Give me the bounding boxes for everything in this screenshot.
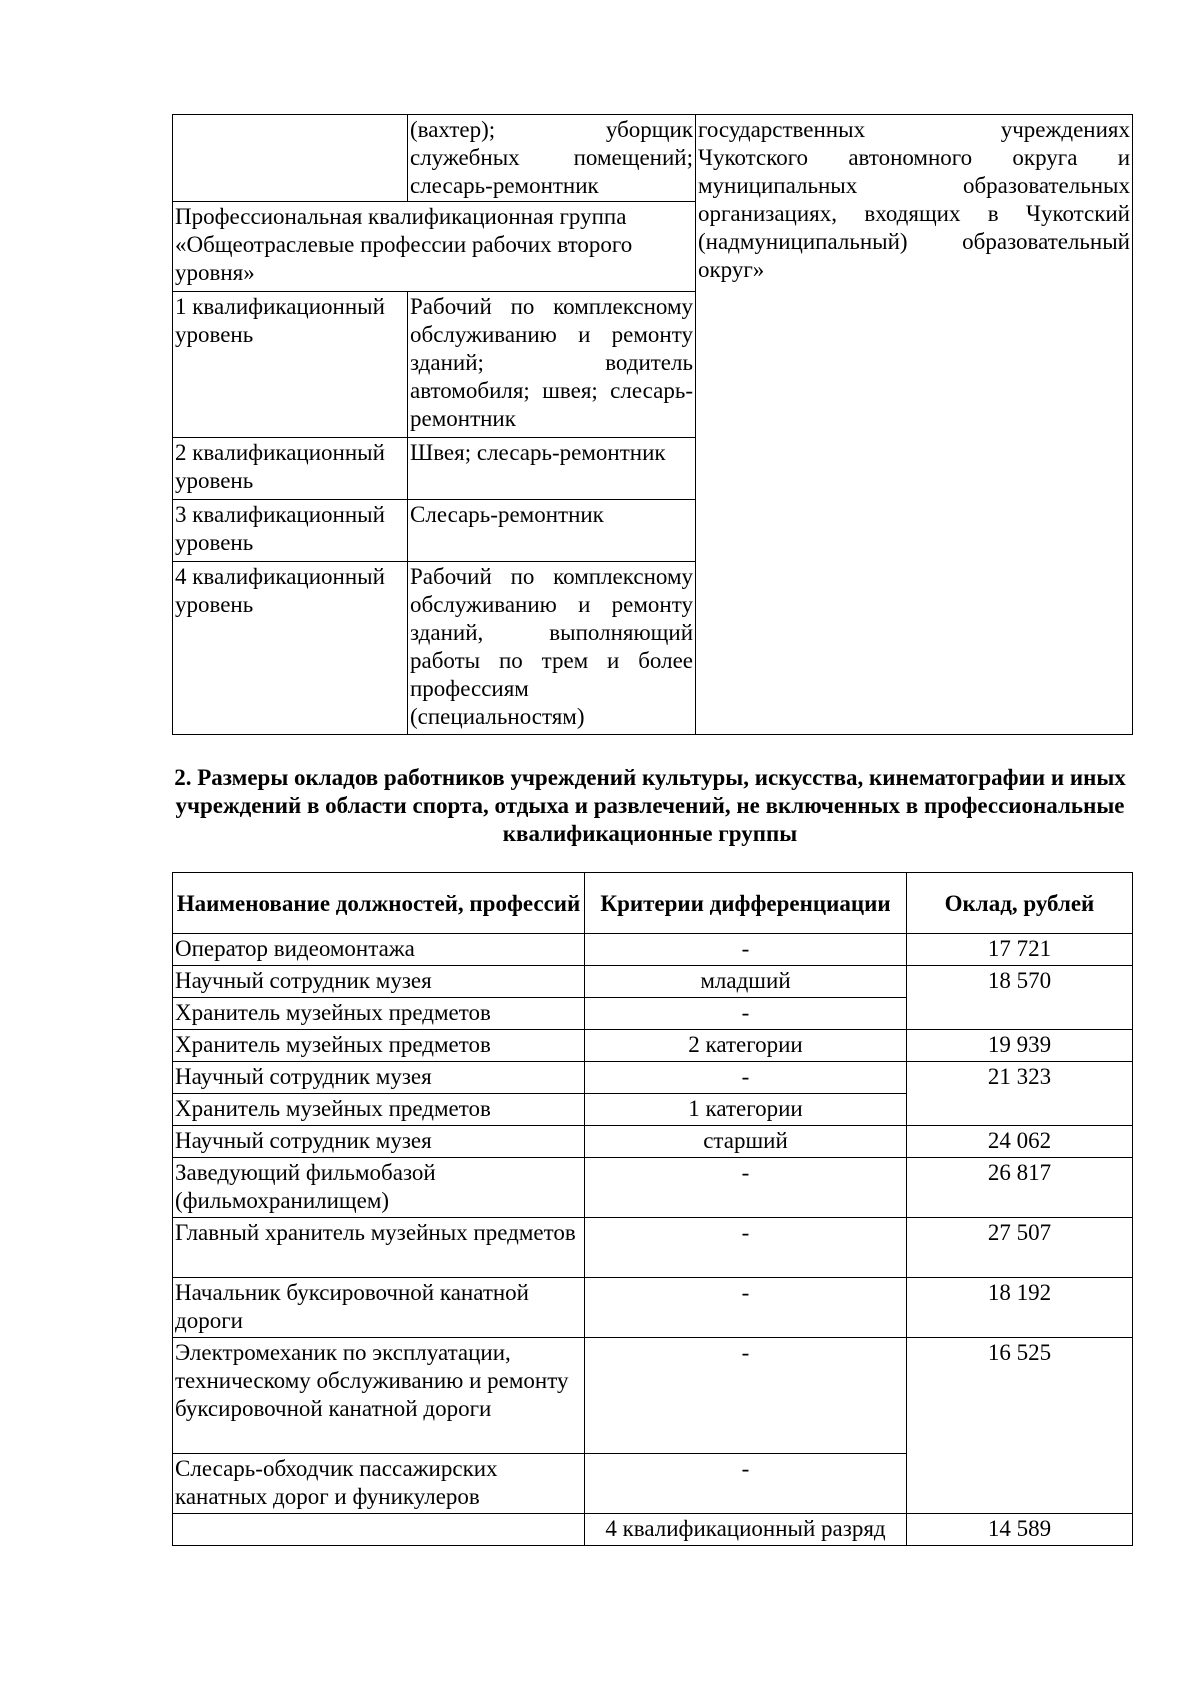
criteria: -	[585, 998, 907, 1030]
cell-line: муниципальных образовательных	[698, 173, 1130, 198]
table-row	[173, 1030, 1133, 1062]
position-name: Хранитель музейных предметов	[173, 1094, 585, 1126]
group-title-cell: Профессиональная квалификационная группа «Общеотраслевые профессии рабочих второго уровня»	[173, 202, 696, 292]
position-name	[173, 1514, 585, 1546]
section-heading: 2. Размеры окладов работников учреждений культуры, искусства, кинематографии и иных учреждений в области спорта, отдыха и развлечений, не включенных в профессиональные квалификационные группы	[174, 765, 1126, 846]
position-name: Слесарь-обходчик пассажирских канатных дорог и фуникулеров	[173, 1454, 585, 1514]
position-name: Научный сотрудник музея	[173, 1062, 585, 1094]
criteria: старший	[585, 1126, 907, 1158]
table-row	[173, 934, 1133, 966]
level-cell: 1 квалификационный уровень	[173, 292, 408, 438]
salary: 18 192	[907, 1278, 1133, 1338]
positions-cell: Рабочий по комплексному обслуживанию и ремонту зданий, выполняющий работы по трем и более профессиям (специальностям)	[408, 562, 696, 735]
header-criteria: Критерии дифференциации	[585, 873, 907, 934]
table-row	[173, 1158, 1133, 1218]
table-cell	[408, 115, 696, 202]
table-row	[173, 1514, 1133, 1546]
salary-table	[172, 872, 1133, 1546]
cell-line: (вахтер); уборщик	[410, 117, 693, 142]
table-cell	[173, 115, 408, 202]
criteria: -	[585, 1158, 907, 1218]
table-row	[173, 1278, 1133, 1338]
criteria: младший	[585, 966, 907, 998]
header-name: Наименование должностей, профессий	[173, 873, 585, 934]
position-name: Электромеханик по эксплуатации, техническому обслуживанию и ремонту буксировочной канатной дороги	[173, 1338, 585, 1454]
criteria: -	[585, 1338, 907, 1454]
criteria: -	[585, 934, 907, 966]
criteria: 2 категории	[585, 1030, 907, 1062]
criteria: -	[585, 1278, 907, 1338]
table-cell	[696, 115, 1133, 735]
criteria: -	[585, 1454, 907, 1514]
position-name: Заведующий фильмобазой (фильмохранилищем)	[173, 1158, 585, 1218]
positions-cell: Слесарь-ремонтник	[408, 500, 696, 562]
salary: 19 939	[907, 1030, 1133, 1062]
cell-line: слесарь-ремонтник	[410, 173, 599, 198]
qualification-groups-table	[172, 114, 1133, 735]
position-name: Главный хранитель музейных предметов	[173, 1218, 585, 1278]
salary: 27 507	[907, 1218, 1133, 1278]
table-row	[173, 1218, 1133, 1278]
table-header-row	[173, 873, 1133, 934]
position-name: Хранитель музейных предметов	[173, 1030, 585, 1062]
salary: 24 062	[907, 1126, 1133, 1158]
positions-cell: Швея; слесарь-ремонтник	[408, 438, 696, 500]
salary: 18 570	[907, 966, 1133, 1030]
table-row	[173, 966, 1133, 998]
level-cell: 2 квалификационный уровень	[173, 438, 408, 500]
criteria: -	[585, 1062, 907, 1094]
salary: 14 589	[907, 1514, 1133, 1546]
table-row	[173, 1126, 1133, 1158]
cell-line: (надмуниципальный) образовательный	[698, 229, 1130, 254]
positions-cell: Рабочий по комплексному обслуживанию и ремонту зданий; водитель автомобиля; швея; слесарь-ремонтник	[408, 292, 696, 438]
table-row	[173, 115, 1133, 202]
cell-line: государственных учреждениях	[698, 117, 1130, 142]
salary: 17 721	[907, 934, 1133, 966]
position-name: Оператор видеомонтажа	[173, 934, 585, 966]
salary: 16 525	[907, 1338, 1133, 1514]
cell-line: округ»	[698, 257, 765, 282]
salary: 26 817	[907, 1158, 1133, 1218]
header-salary: Оклад, рублей	[907, 873, 1133, 934]
position-name: Хранитель музейных предметов	[173, 998, 585, 1030]
level-cell: 4 квалификационный уровень	[173, 562, 408, 735]
criteria: -	[585, 1218, 907, 1278]
criteria: 1 категории	[585, 1094, 907, 1126]
position-name: Научный сотрудник музея	[173, 1126, 585, 1158]
cell-line: служебных помещений;	[410, 145, 693, 170]
cell-line: Чукотского автономного округа и	[698, 145, 1130, 170]
level-cell: 3 квалификационный уровень	[173, 500, 408, 562]
position-name: Научный сотрудник музея	[173, 966, 585, 998]
table-row	[173, 1338, 1133, 1454]
criteria: 4 квалификационный разряд	[585, 1514, 907, 1546]
salary: 21 323	[907, 1062, 1133, 1126]
position-name: Начальник буксировочной канатной дороги	[173, 1278, 585, 1338]
cell-line: организациях, входящих в Чукотский	[698, 201, 1130, 226]
table-row	[173, 1062, 1133, 1094]
